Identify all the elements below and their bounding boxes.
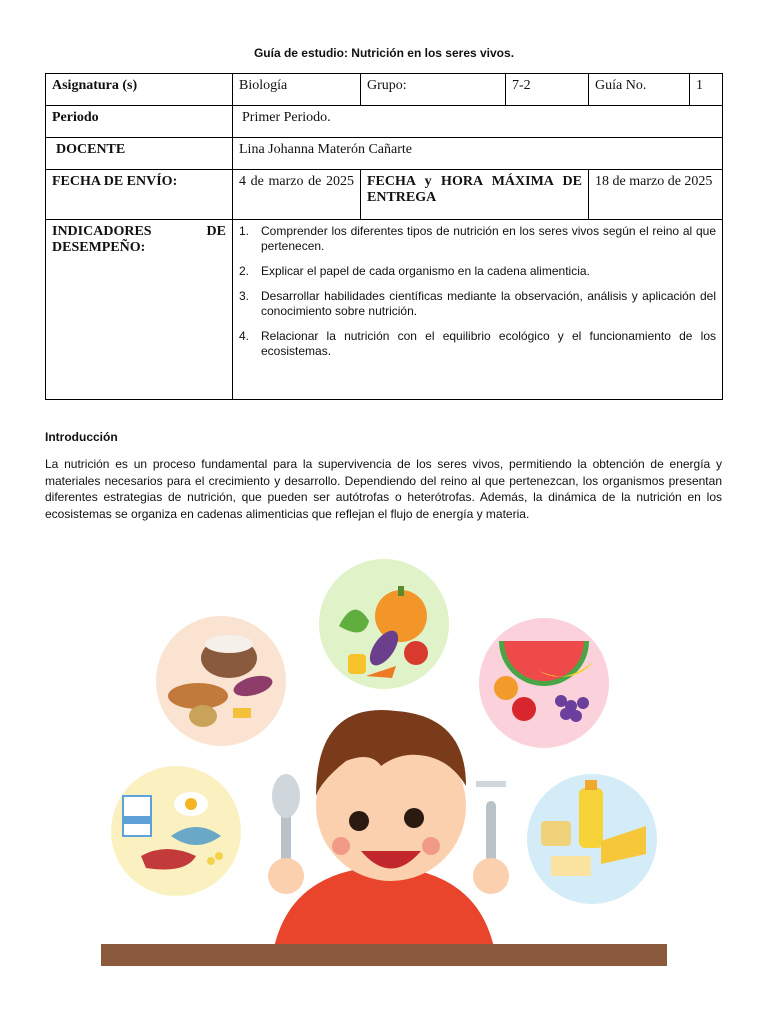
indicators-label-word1: INDICADORES bbox=[52, 224, 152, 239]
row-indicators bbox=[46, 220, 723, 400]
carbs-plate-icon bbox=[156, 616, 286, 746]
group-label: Grupo: bbox=[361, 74, 506, 106]
indicators-label-word3: DESEMPEÑO: bbox=[52, 240, 146, 255]
indicator-number: 1. bbox=[239, 224, 250, 238]
indicator-text: Desarrollar habilidades científicas mediante la observación, análisis y aplicación del conocimiento sobre nutrición. bbox=[261, 289, 716, 318]
indicator-item bbox=[239, 329, 716, 359]
row-dates bbox=[46, 170, 723, 220]
document-title: Guía de estudio: Nutrición en los seres vivos. bbox=[253, 46, 515, 60]
indicators-label-word2: DE bbox=[206, 224, 226, 239]
period-label: Periodo bbox=[46, 106, 233, 138]
indicator-text: Explicar el papel de cada organismo en la cadena alimenticia. bbox=[261, 264, 590, 278]
indicator-text: Relacionar la nutrición con el equilibrio ecológico y el funcionamiento de los ecosistemas. bbox=[261, 329, 716, 358]
fruits-plate-icon bbox=[479, 618, 609, 748]
subject-label: Asignatura (s) bbox=[46, 74, 233, 106]
send-date-label: FECHA DE ENVÍO: bbox=[46, 170, 233, 220]
info-table bbox=[45, 73, 723, 400]
indicator-number: 3. bbox=[239, 289, 250, 303]
indicator-number: 2. bbox=[239, 264, 250, 278]
indicator-item bbox=[239, 224, 716, 254]
intro-paragraph: La nutrición es un proceso fundamental para la supervivencia de los seres vivos, permitiendo la obtención de energía y materiales necesarios para el crecimiento y desarrollo. Dependiendo del reino al que pertenezcan, los organismos presentan diferentes estrategias de nutrición, que pueden ser autótrofas o heterótrofas. Además, la dinámica de la nutrición en los ecosistemas se organiza en cadenas alimenticias que reflejan el flujo de energía y materia. bbox=[45, 457, 722, 521]
indicator-item bbox=[239, 289, 716, 319]
intro-heading: Introducción bbox=[45, 430, 118, 444]
table-surface bbox=[101, 944, 667, 966]
guide-label: Guía No. bbox=[589, 74, 690, 106]
indicators-list bbox=[239, 224, 716, 359]
indicator-number: 4. bbox=[239, 329, 250, 343]
due-label: FECHA y HORA MÁXIMA DE ENTREGA bbox=[361, 170, 589, 220]
nutrition-illustration bbox=[101, 556, 667, 966]
indicators-cell bbox=[233, 220, 723, 400]
teacher-value: Lina Johanna Materón Cañarte bbox=[233, 138, 723, 170]
send-date-text: 4 de marzo de 2025 bbox=[239, 174, 354, 189]
boy-icon bbox=[268, 710, 509, 966]
indicator-item bbox=[239, 264, 716, 279]
protein-plate-icon bbox=[111, 766, 241, 896]
fats-plate-icon bbox=[527, 774, 657, 904]
subject-value: Biología bbox=[233, 74, 361, 106]
row-teacher bbox=[46, 138, 723, 170]
teacher-label: DOCENTE bbox=[46, 138, 233, 170]
vegetables-plate-icon bbox=[319, 559, 449, 689]
guide-value: 1 bbox=[690, 74, 723, 106]
period-value: Primer Periodo. bbox=[233, 106, 723, 138]
indicator-text: Comprender los diferentes tipos de nutrición en los seres vivos según el reino al que pertenecen. bbox=[261, 224, 716, 253]
indicators-label-cell bbox=[46, 220, 233, 400]
send-date-value bbox=[233, 170, 361, 220]
due-value: 18 de marzo de 2025 bbox=[589, 170, 723, 220]
group-value: 7-2 bbox=[506, 74, 589, 106]
row-subject bbox=[46, 74, 723, 106]
row-period bbox=[46, 106, 723, 138]
